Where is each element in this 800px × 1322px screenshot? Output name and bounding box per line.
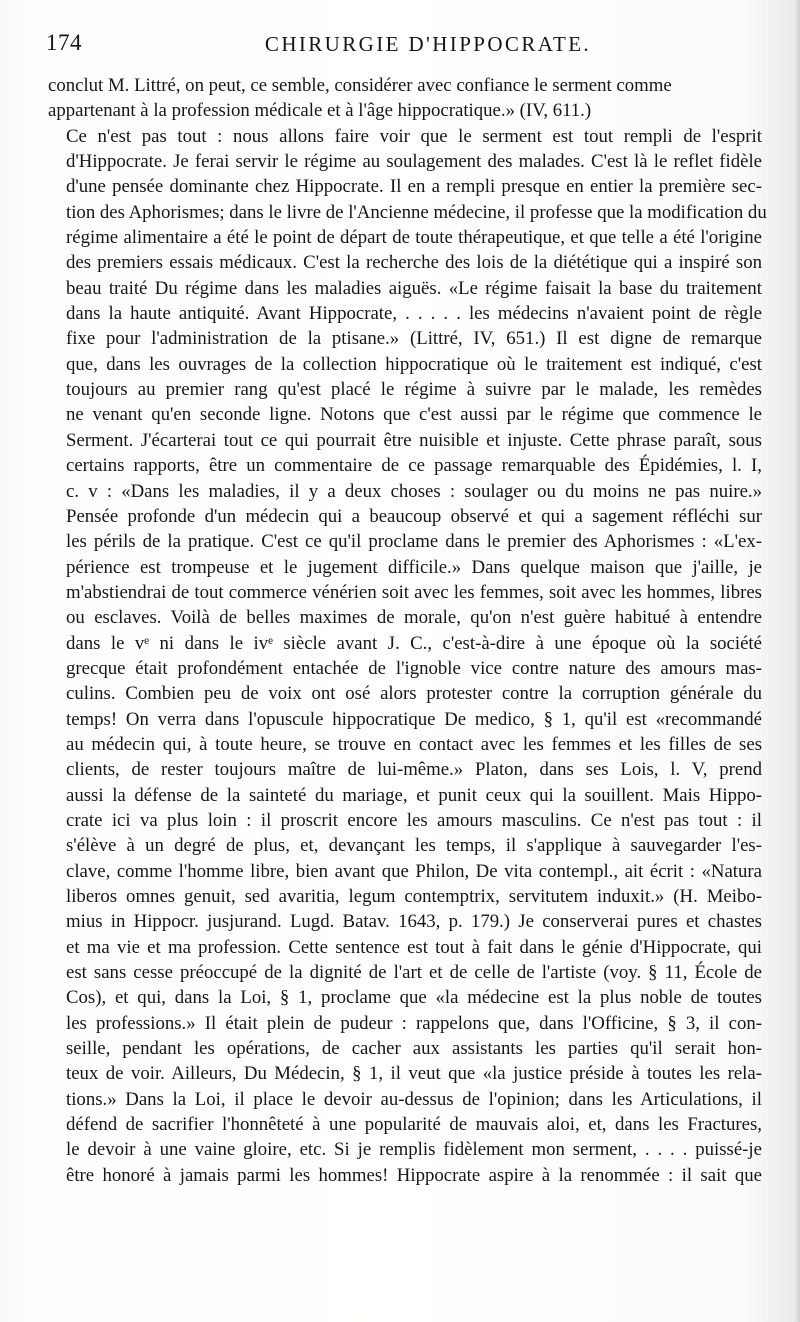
text-line: certains rapports, être un commentaire de ce passage remarquable des Épidémies, l. I, (66, 455, 762, 477)
text-line: m'abstiendrai de tout commerce vénérien soit avec les femmes, soit avec les hommes, libres (66, 581, 762, 603)
text-line: conclut M. Littré, on peut, ce semble, considérer avec confiance le serment comme (48, 75, 672, 96)
text-line: est sans cesse préoccupé de la dignité de l'art et de celle de l'artiste (voy. § 11, École de (66, 962, 762, 984)
text-line: d'une pensée dominante chez Hippocrate. Il en a rempli presque en entier la première sec- (66, 176, 762, 198)
text-line: seille, pendant les opérations, de cacher aux assistants les parties qu'il serait hon- (66, 1038, 762, 1060)
text-line: et ma vie et ma profession. Cette sentence est tout à fait dans le génie d'Hippocrate, qui (66, 936, 762, 958)
text-line: tions.» Dans la Loi, il place le devoir au-dessus de l'opinion; dans les Articulations, il (66, 1088, 762, 1110)
text-line: liberos omnes genuit, sed avaritia, legum contemptrix, servitutem induxit.» (H. Meibo- (66, 886, 762, 907)
text-line: Serment. J'écarterai tout ce qui pourrait être nuisible et injuste. Cette phrase paraît, sous (66, 429, 762, 451)
paragraph-2 (48, 124, 767, 1188)
text-line: le devoir à une vaine gloire, etc. Si je remplis fidèlement mon serment, . . . . puissé-je (66, 1139, 762, 1161)
page-number: 174 (46, 30, 82, 55)
text-line: crate ici va plus loin : il proscrit encore les amours masculins. Ce n'est pas tout : il (66, 809, 762, 831)
text-line: dans la haute antiquité. Avant Hippocrate, . . . . . les médecins n'avaient point de règle (66, 303, 762, 325)
text-line: les périls de la pratique. C'est ce qu'il proclame dans le premier des Aphorismes : «L'ex- (66, 531, 762, 553)
page-edge-shadow (794, 0, 800, 1322)
text-line: les professions.» Il était plein de pudeur : rappelons que, dans l'Officine, § 3, il con- (66, 1012, 762, 1034)
text-line: que, dans les ouvrages de la collection hippocratique où le traitement est indiqué, c'est (66, 353, 762, 375)
text-line: régime alimentaire a été le point de départ de toute thérapeutique, et que telle a été l'origine (66, 227, 762, 249)
text-line: temps! On verra dans l'opuscule hippocratique De medico, § 1, qu'il est «recommandé (66, 708, 762, 730)
text-line: aussi la défense de la sainteté du mariage, et punit ceux qui la souillent. Mais Hippo- (66, 784, 762, 806)
text-line: fixe pour l'administration de la ptisane.» (Littré, IV, 651.) Il est digne de remarque (66, 328, 762, 350)
text-line: Cos), et qui, dans la Loi, § 1, proclame que «la médecine est la plus noble de toutes (66, 987, 762, 1009)
text-line: c. v : «Dans les maladies, il y a deux choses : soulager ou du moins ne pas nuire.» (66, 480, 762, 502)
text-line: appartenant à la profession médicale et à l'âge hippocratique.» (IV, 611.) (48, 100, 592, 122)
text-line: ou esclaves. Voilà de belles maximes de morale, qu'on n'est guère habitué à entendre (66, 607, 762, 629)
text-line: Ce n'est pas tout : nous allons faire voir que le serment est tout rempli de l'esprit (66, 125, 762, 147)
text-line: dans le vᵉ ni dans le ivᵉ siècle avant J. C., c'est-à-dire à une époque où la société (66, 632, 762, 654)
text-line: être honoré à jamais parmi les hommes! Hippocrate aspire à la renommée : il sait que (66, 1164, 762, 1186)
page-header (46, 30, 770, 60)
text-line: ne venant qu'en seconde ligne. Notons que c'est aussi par le régime que commence le (66, 404, 762, 426)
text-line: s'élève à un degré de plus, et, devançant les temps, il s'applique à sauvegarder l'es- (66, 835, 762, 857)
text-line: défend de sacrifier l'honnêteté à une popularité de mauvais aloi, et, dans les Fractures, (66, 1114, 762, 1136)
body-text (48, 73, 767, 1188)
text-line: mius in Hippocr. jusjurand. Lugd. Batav. 1643, p. 179.) Je conserverai pures et chastes (66, 911, 762, 933)
text-line: des premiers essais médicaux. C'est la recherche des lois de la diététique qui a inspiré son (66, 252, 762, 274)
text-line: tion des Aphorismes; dans le livre de l'Ancienne médecine, il professe que la modification du (66, 201, 767, 223)
text-line: toujours au premier rang qu'est placé le régime à suivre par le malade, les remèdes (66, 379, 762, 401)
text-line: grecque était profondément entachée de l'ignoble vice contre nature des amours mas- (66, 657, 762, 679)
text-line: clave, comme l'homme libre, bien avant que Philon, De vita contempl., ait écrit : «Natura (66, 860, 762, 882)
text-line: teux de voir. Ailleurs, Du Médecin, § 1, il veut que «la justice préside à toutes les rela- (66, 1063, 762, 1085)
text-line: d'Hippocrate. Je ferai servir le régime au soulagement des malades. C'est là le reflet fidèle (66, 151, 762, 173)
text-line: Pensée profonde d'un médecin qui a beaucoup observé et qui a sagement réfléchi sur (66, 505, 762, 527)
text-line: clients, de rester toujours maître de lui-même.» Platon, dans ses Lois, l. V, prend (66, 759, 762, 781)
text-line: au médecin qui, à toute heure, se trouve en contact avec les femmes et les filles de ses (66, 733, 762, 755)
text-line: beau traité Du régime dans les maladies aiguës. «Le régime faisait la base du traitement (66, 277, 762, 299)
paragraph-1 (48, 73, 762, 124)
running-title: CHIRURGIE D'HIPPOCRATE. (264, 32, 592, 56)
text-line: culins. Combien peu de voix ont osé alors protester contre la corruption générale du (66, 683, 762, 705)
text-line: périence est trompeuse et le jugement difficile.» Dans quelque maison que j'aille, je (66, 556, 762, 578)
